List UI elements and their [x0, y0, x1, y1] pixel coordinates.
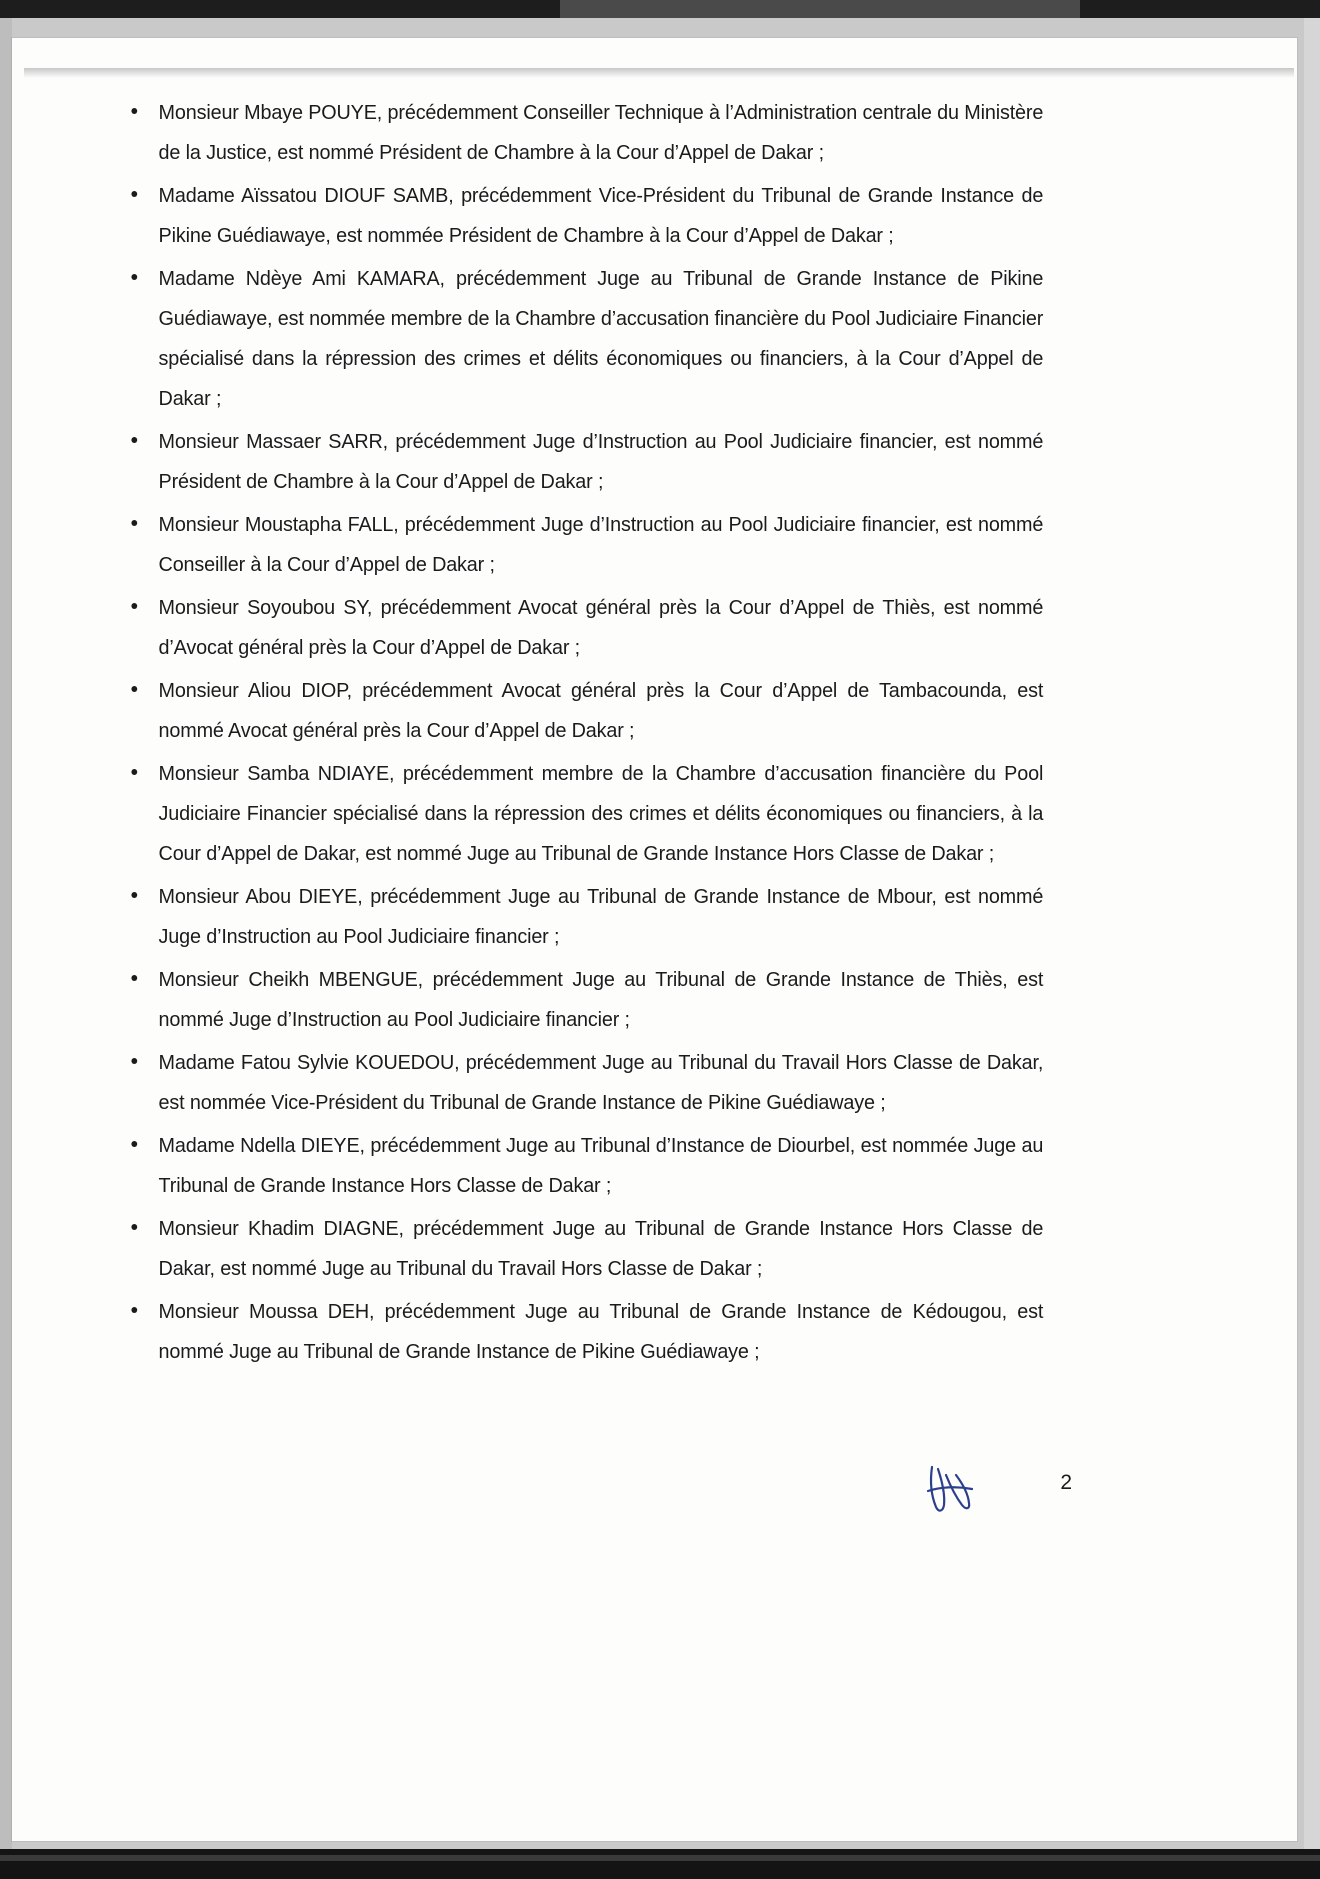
appointment-text: Monsieur Cheikh MBENGUE, précédemment Juge au Tribunal de Grande Instance de Thiès, est nommé Juge d’Instruction au Pool Judiciaire financier ; — [158, 969, 1044, 1031]
bullet-icon — [131, 1307, 137, 1313]
bullet-icon — [131, 1224, 137, 1230]
list-item — [112, 1043, 1043, 1123]
list-item — [112, 877, 1043, 957]
signature-initial — [922, 1461, 992, 1521]
page-number: 2 — [1060, 1471, 1072, 1494]
list-item — [112, 93, 1043, 173]
appointment-text: Monsieur Khadim DIAGNE, précédemment Juge au Tribunal de Grande Instance Hors Classe de Dakar, est nommé Juge au Tribunal du Travail Hors Classe de Dakar ; — [158, 1218, 1044, 1280]
bullet-icon — [131, 274, 137, 280]
list-item — [112, 422, 1043, 502]
scan-bottom-edge-artifact — [0, 1849, 1320, 1879]
appointment-text: Monsieur Moussa DEH, précédemment Juge au Tribunal de Grande Instance de Kédougou, est nommé Juge au Tribunal de Grande Instance de Pikine Guédiawaye ; — [158, 1301, 1044, 1363]
appointments-list — [112, 93, 1072, 1372]
list-item — [112, 754, 1043, 874]
list-item — [112, 588, 1043, 668]
bullet-icon — [131, 520, 137, 526]
scan-right-edge — [1304, 18, 1320, 1849]
bullet-icon — [131, 191, 137, 197]
bullet-icon — [131, 686, 137, 692]
bullet-icon — [131, 1058, 137, 1064]
appointment-text: Monsieur Aliou DIOP, précédemment Avocat général près la Cour d’Appel de Tambacounda, est nommé Avocat général près la Cour d’Appel de Dakar ; — [158, 680, 1044, 742]
appointment-text: Madame Ndella DIEYE, précédemment Juge au Tribunal d’Instance de Diourbel, est nommée Juge au Tribunal de Grande Instance Hors Classe de Dakar ; — [158, 1135, 1044, 1197]
bullet-icon — [131, 108, 137, 114]
bullet-icon — [131, 437, 137, 443]
appointment-text: Monsieur Moustapha FALL, précédemment Juge d’Instruction au Pool Judiciaire financier, est nommé Conseiller à la Cour d’Appel de Dakar ; — [158, 514, 1044, 576]
list-item — [112, 259, 1043, 419]
appointment-text: Madame Fatou Sylvie KOUEDOU, précédemment Juge au Tribunal du Travail Hors Classe de Dakar, est nommée Vice-Président du Tribunal de Grande Instance de Pikine Guédiawaye ; — [158, 1052, 1044, 1114]
document-page — [12, 38, 1297, 1841]
appointment-text: Madame Ndèye Ami KAMARA, précédemment Juge au Tribunal de Grande Instance de Pikine Guédiawaye, est nommée membre de la Chambre d’accusation financière du Pool Judiciaire Financier spécialisé dans la répression des crimes et délits économiques ou financiers, à la Cour d’Appel de Dakar ; — [158, 268, 1044, 410]
bullet-icon — [131, 892, 137, 898]
appointment-text: Monsieur Soyoubou SY, précédemment Avocat général près la Cour d’Appel de Thiès, est nommé d’Avocat général près la Cour d’Appel de Dakar ; — [158, 597, 1044, 659]
bullet-icon — [131, 1141, 137, 1147]
appointment-text: Monsieur Samba NDIAYE, précédemment membre de la Chambre d’accusation financière du Pool Judiciaire Financier spécialisé dans la répression des crimes et délits économiques ou financiers, à la Cour d’Appel de Dakar, est nommé Juge au Tribunal de Grande Instance Hors Classe de Dakar ; — [158, 763, 1044, 865]
scan-top-edge-artifact — [0, 0, 1320, 18]
list-item — [112, 1126, 1043, 1206]
bullet-icon — [131, 975, 137, 981]
appointment-text: Monsieur Abou DIEYE, précédemment Juge au Tribunal de Grande Instance de Mbour, est nommé Juge d’Instruction au Pool Judiciaire financier ; — [158, 886, 1044, 948]
list-item — [112, 1209, 1043, 1289]
page-footer — [112, 1433, 1072, 1523]
list-item — [112, 176, 1043, 256]
scan-left-edge — [0, 18, 12, 1849]
page-top-shadow — [24, 68, 1294, 78]
appointment-text: Monsieur Mbaye POUYE, précédemment Conseiller Technique à l’Administration centrale du Ministère de la Justice, est nommé Président de Chambre à la Cour d’Appel de Dakar ; — [158, 102, 1044, 164]
bullet-icon — [131, 603, 137, 609]
appointment-text: Monsieur Massaer SARR, précédemment Juge d’Instruction au Pool Judiciaire financier, est nommé Président de Chambre à la Cour d’Appel de Dakar ; — [158, 431, 1044, 493]
appointments-section — [112, 93, 1072, 1375]
list-item — [112, 671, 1043, 751]
bullet-icon — [131, 769, 137, 775]
appointment-text: Madame Aïssatou DIOUF SAMB, précédemment Vice-Président du Tribunal de Grande Instance de Pikine Guédiawaye, est nommée Président de Chambre à la Cour d’Appel de Dakar ; — [158, 185, 1044, 247]
list-item — [112, 505, 1043, 585]
list-item — [112, 960, 1043, 1040]
list-item — [112, 1292, 1043, 1372]
